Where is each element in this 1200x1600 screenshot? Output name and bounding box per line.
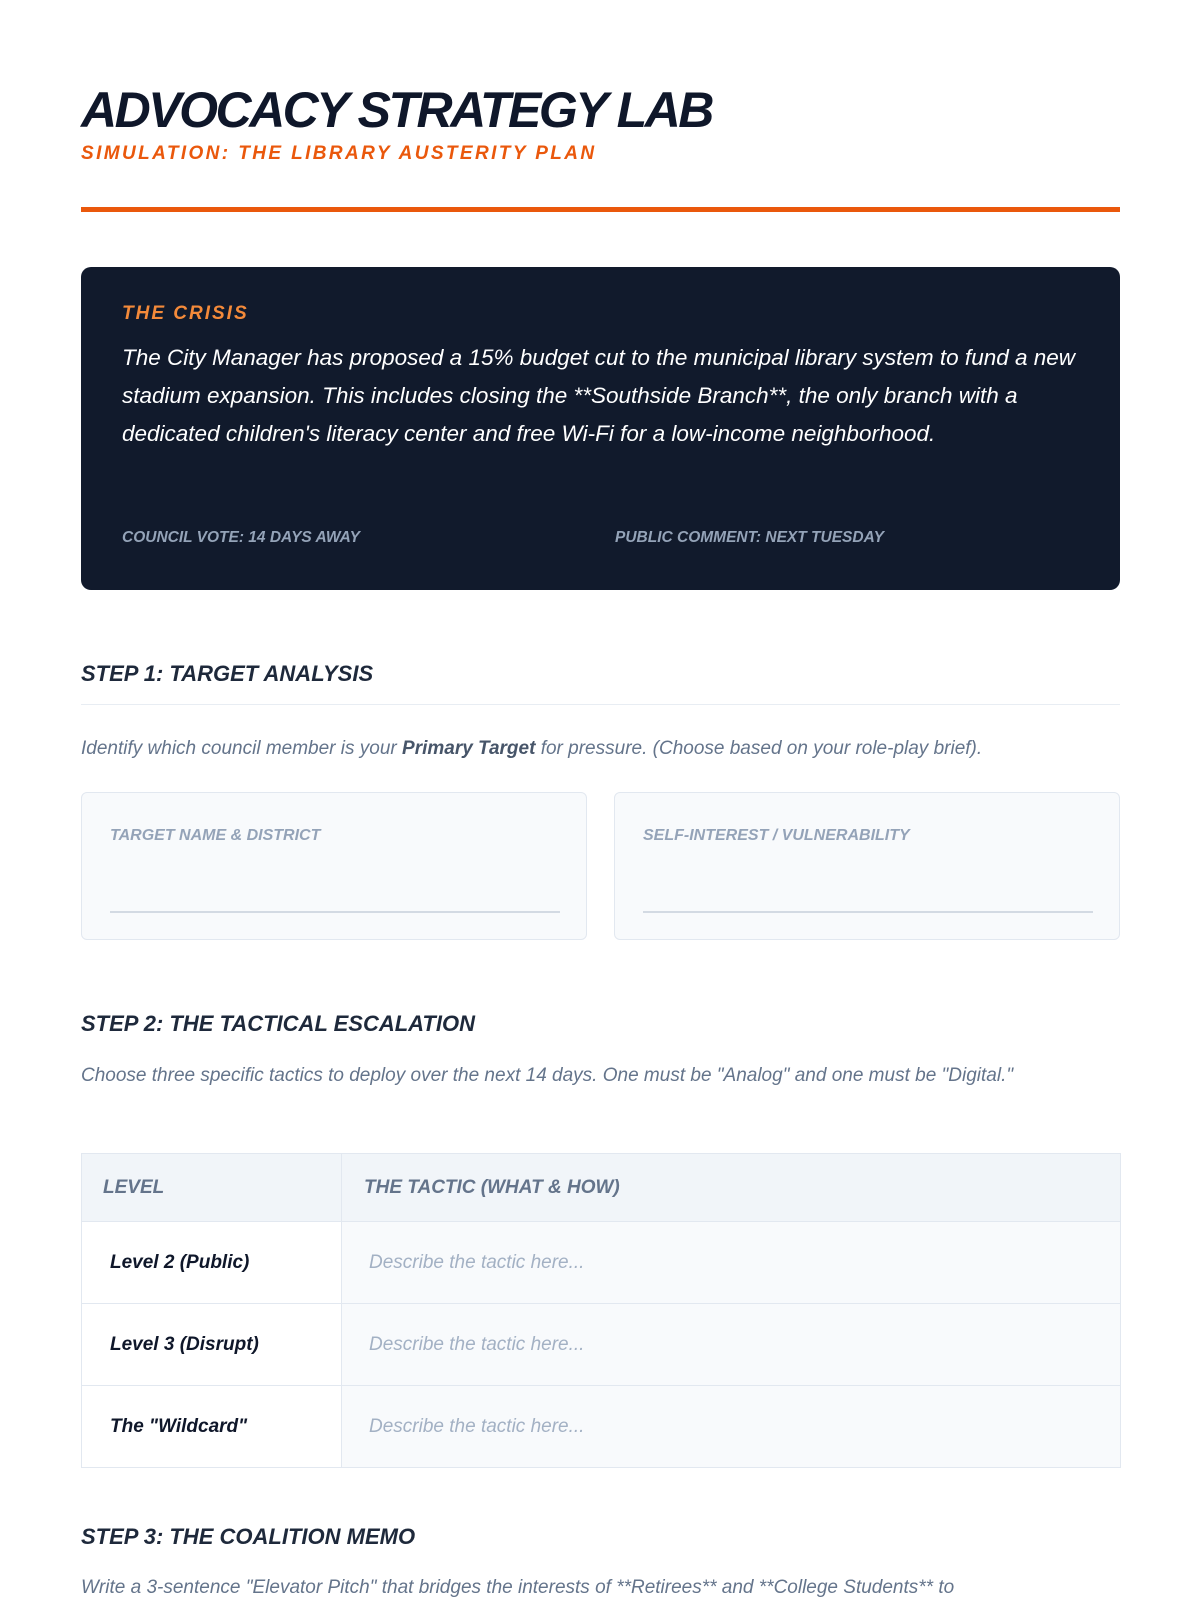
- tactic-input[interactable]: Describe the tactic here...: [342, 1304, 1121, 1386]
- crisis-label: THE CRISIS: [122, 303, 249, 324]
- council-vote-deadline: COUNCIL VOTE: 14 DAYS AWAY: [122, 529, 360, 546]
- step1-heading: STEP 1: TARGET ANALYSIS: [81, 661, 374, 686]
- tactics-table: [81, 1153, 1121, 1468]
- page-subtitle: SIMULATION: THE LIBRARY AUSTERITY PLAN: [81, 143, 597, 164]
- header-divider: [81, 207, 1120, 212]
- tactic-column-header: THE TACTIC (WHAT & HOW): [342, 1154, 1121, 1222]
- step2-heading: STEP 2: THE TACTICAL ESCALATION: [81, 1011, 475, 1036]
- tactic-level: Level 3 (Disrupt): [82, 1304, 342, 1386]
- self-interest-label: SELF-INTEREST / VULNERABILITY: [643, 827, 910, 844]
- crisis-panel: [81, 267, 1120, 590]
- table-row: [82, 1386, 1121, 1468]
- page-title: ADVOCACY STRATEGY LAB: [81, 82, 712, 138]
- step3-instruction: Write a 3-sentence "Elevator Pitch" that bridges the interests of **Retirees** and **College Students** to: [81, 1577, 955, 1598]
- step1-instruction: [81, 733, 1120, 765]
- crisis-description: The City Manager has proposed a 15% budget cut to the municipal library system to fund a new stadium expansion. This includes closing the **Southside Branch**, the only branch with a dedicated children's literacy center and free Wi-Fi for a low-income neighborhood.: [122, 345, 1076, 446]
- self-interest-writing-line: [643, 911, 1093, 913]
- target-name-writing-line: [110, 911, 560, 913]
- primary-target-emphasis: Primary Target: [402, 738, 536, 759]
- tactic-level: Level 2 (Public): [82, 1222, 342, 1304]
- self-interest-field[interactable]: [614, 792, 1120, 940]
- target-name-field[interactable]: [81, 792, 587, 940]
- tactics-header-row: [82, 1154, 1121, 1222]
- tactic-input[interactable]: Describe the tactic here...: [342, 1222, 1121, 1304]
- tactic-level: The "Wildcard": [82, 1386, 342, 1468]
- table-row: [82, 1222, 1121, 1304]
- tactic-input[interactable]: Describe the tactic here...: [342, 1386, 1121, 1468]
- public-comment-deadline: PUBLIC COMMENT: NEXT TUESDAY: [615, 529, 884, 546]
- level-column-header: LEVEL: [82, 1154, 342, 1222]
- step1-instruction-text-end: for pressure. (Choose based on your role-play brief).: [535, 738, 983, 759]
- step1-divider: [81, 704, 1120, 705]
- target-name-label: TARGET NAME & DISTRICT: [110, 827, 321, 844]
- step1-instruction-text: Identify which council member is your: [81, 738, 403, 759]
- table-row: [82, 1304, 1121, 1386]
- step2-instruction: Choose three specific tactics to deploy over the next 14 days. One must be "Analog" and one must be "Digital.": [81, 1065, 1014, 1086]
- step3-heading: STEP 3: THE COALITION MEMO: [81, 1524, 416, 1549]
